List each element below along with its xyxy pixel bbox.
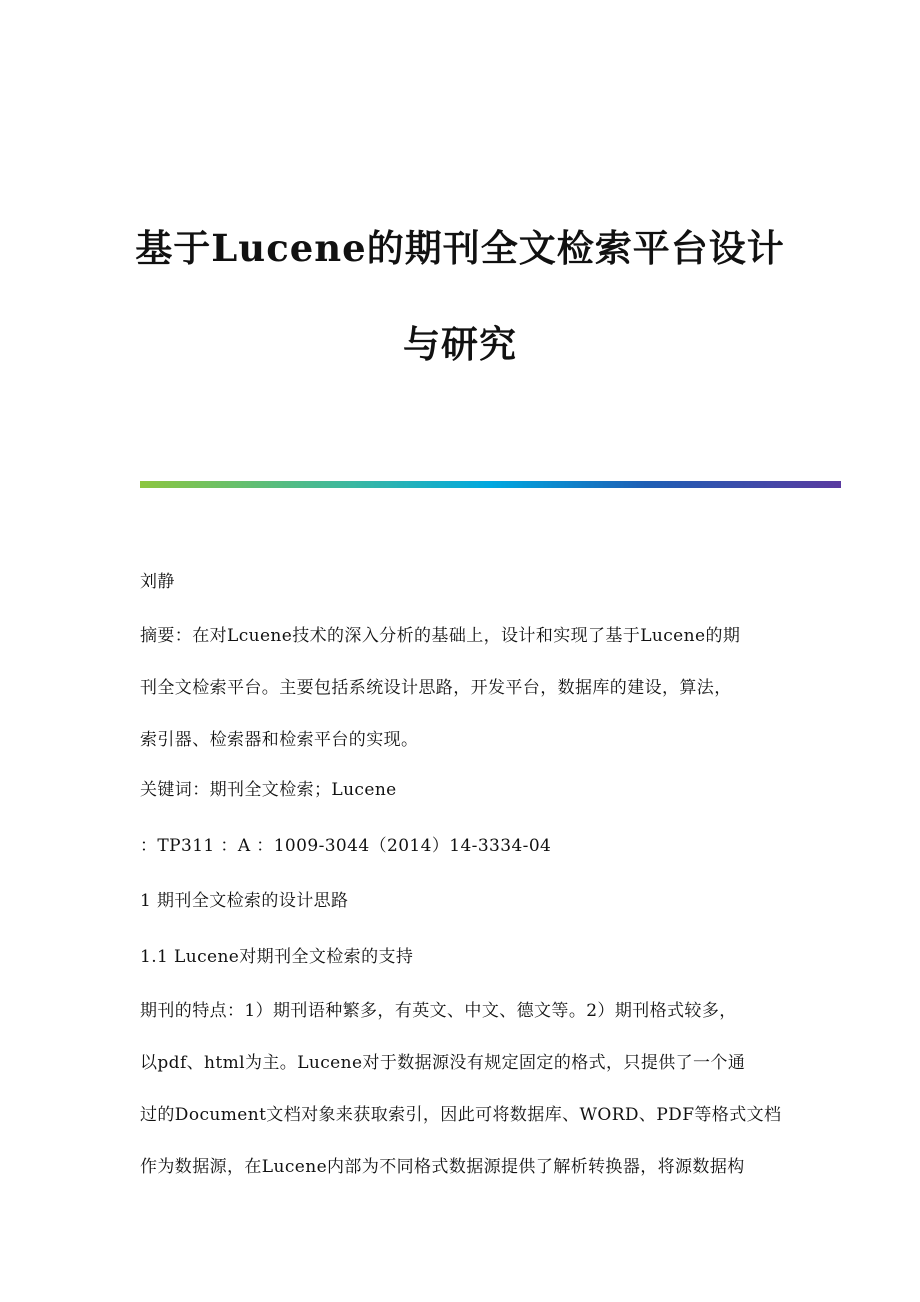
body-line: 以pdf、html为主。Lucene对于数据源没有规定固定的格式，只提供了一个通 <box>140 1053 746 1073</box>
classification-codes: ：TP311 ：A ：1009-3044（2014）14-3334-04 <box>140 836 552 856</box>
document-title-line-2: 与研究 <box>403 322 517 366</box>
abstract-line: 索引器、检索器和检索平台的实现。 <box>140 730 419 750</box>
section-heading-1-1: 1.1 Lucene对期刊全文检索的支持 <box>140 947 414 967</box>
body-line: 期刊的特点：1）期刊语种繁多，有英文、中文、德文等。2）期刊格式较多， <box>140 1001 737 1021</box>
gradient-divider <box>140 481 841 488</box>
keywords: 关键词：期刊全文检索；Lucene <box>140 780 397 800</box>
body-line: 作为数据源，在Lucene内部为不同格式数据源提供了解析转换器，将源数据构 <box>140 1157 745 1177</box>
abstract-line: 刊全文检索平台。主要包括系统设计思路，开发平台，数据库的建设，算法， <box>140 678 732 698</box>
author-name: 刘静 <box>140 572 175 592</box>
document-title-line-1: 基于Lucene的期刊全文检索平台设计 <box>135 226 785 270</box>
body-paragraph <box>140 998 780 1180</box>
body-line: 过的Document文档对象来获取索引，因此可将数据库、WORD、PDF等格式文档 <box>140 1105 782 1125</box>
abstract <box>140 623 780 753</box>
abstract-line: 摘要：在对Lcuene技术的深入分析的基础上，设计和实现了基于Lucene的期 <box>140 626 741 646</box>
section-heading-1: 1 期刊全文检索的设计思路 <box>140 891 349 911</box>
